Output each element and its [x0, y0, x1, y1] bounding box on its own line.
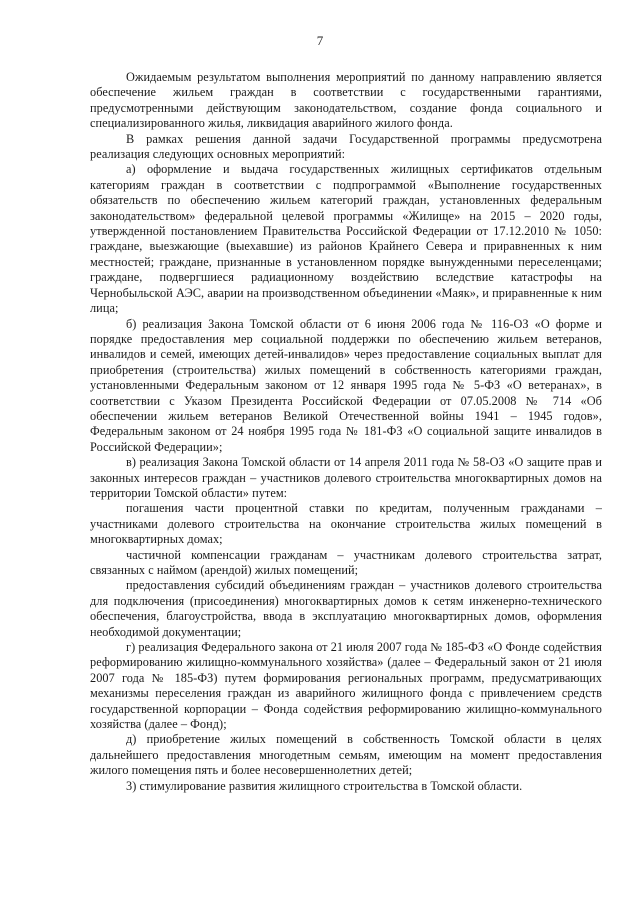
paragraph-item-b: б) реализация Закона Томской области от 6 июня 2006 года № 116-ОЗ «О форме и порядке предоставления мер социальной поддержки по обеспечению жильем ветеранов, инвалидов и семей, имеющих детей-инвалидов» через предоставление социальных выплат для приобретения (строительства) жилых помещений в собственность категориями граждан, установленными Федеральным законом от 12 января 1995 года № 5-ФЗ «О ветеранах», в соответствии с Указом Президента Российской Федерации от 07.05.2008 № 714 «Об обеспечении жильем ветеранов Великой Отечественной войны 1941 – 1945 годов», Федеральным законом от 24 ноября 1995 года № 181-ФЗ «О социальной защите инвалидов в Российской Федерации»;	[90, 316, 602, 454]
paragraph-main-activities-intro: В рамках решения данной задачи Государственной программы предусмотрена реализация следующих основных мероприятий:	[90, 131, 602, 162]
paragraph-subsidies: предоставления субсидий объединениям граждан – участников долевого строительства для подключения (присоединения) многоквартирных домов к сетям инженерно-технического обеспечения, благоустройства, ввода в эксплуатацию многоквартирных домов, оформления необходимой документации;	[90, 578, 602, 639]
document-body	[90, 70, 602, 794]
paragraph-interest-rate: погашения части процентной ставки по кредитам, полученным гражданами – участниками долевого строительства на окончание строительства жилых помещений в многоквартирных домах;	[90, 501, 602, 547]
paragraph-item-g: г) реализация Федерального закона от 21 июля 2007 года № 185-ФЗ «О Фонде содействия реформированию жилищно-коммунального хозяйства» (далее – Федеральный закон от 21 июля 2007 года № 185-ФЗ) путем формирования региональных программ, предусматривающих механизмы переселения граждан из аварийного жилищного фонда с привлечением средств государственной корпорации – Фонда содействия реформированию жилищно-коммунального хозяйства (далее – Фонд);	[90, 640, 602, 732]
paragraph-rent-compensation: частичной компенсации гражданам – участникам долевого строительства затрат, связанных с наймом (арендой) жилых помещений;	[90, 547, 602, 577]
paragraph-expected-result: Ожидаемым результатом выполнения мероприятий по данному направлению является обеспечение жильем граждан в соответствии с государственными гарантиями, предусмотренными действующим законодательством, создание фонда социального и специализированного жилья, ликвидация аварийного жилого фонда.	[90, 70, 602, 131]
paragraph-item-3: 3) стимулирование развития жилищного строительства в Томской области.	[126, 778, 523, 793]
paragraph-item-a: а) оформление и выдача государственных жилищных сертификатов отдельным категориям граждан в соответствии с подпрограммой «Выполнение государственных обязательств по обеспечению жильем категорий граждан, установленных федеральным законодательством» федеральной целевой программы «Жилище» на 2015 – 2020 годы, утвержденной постановлением Правительства Российской Федерации от 17.12.2010 № 1050: граждане, выезжающие (выехавшие) из районов Крайнего Севера и приравненных к ним местностей; граждане, признанные в установленном порядке вынужденными переселенцами; граждане, подвергшиеся радиационному воздействию вследствие катастрофы на Чернобыльской АЭС, аварии на производственном объединении «Маяк», и приравненные к ним лица;	[90, 162, 602, 316]
paragraph-item-v: в) реализация Закона Томской области от 14 апреля 2011 года № 58-ОЗ «О защите прав и законных интересов граждан – участников долевого строительства многоквартирных домов на территории Томской области» путем:	[90, 455, 602, 500]
paragraph-item-d: д) приобретение жилых помещений в собственность Томской области в целях дальнейшего предоставления многодетным семьям, имеющим на момент предоставления жилого помещения пять и более несовершеннолетних детей;	[90, 732, 602, 778]
page-number: 7	[316, 33, 324, 48]
